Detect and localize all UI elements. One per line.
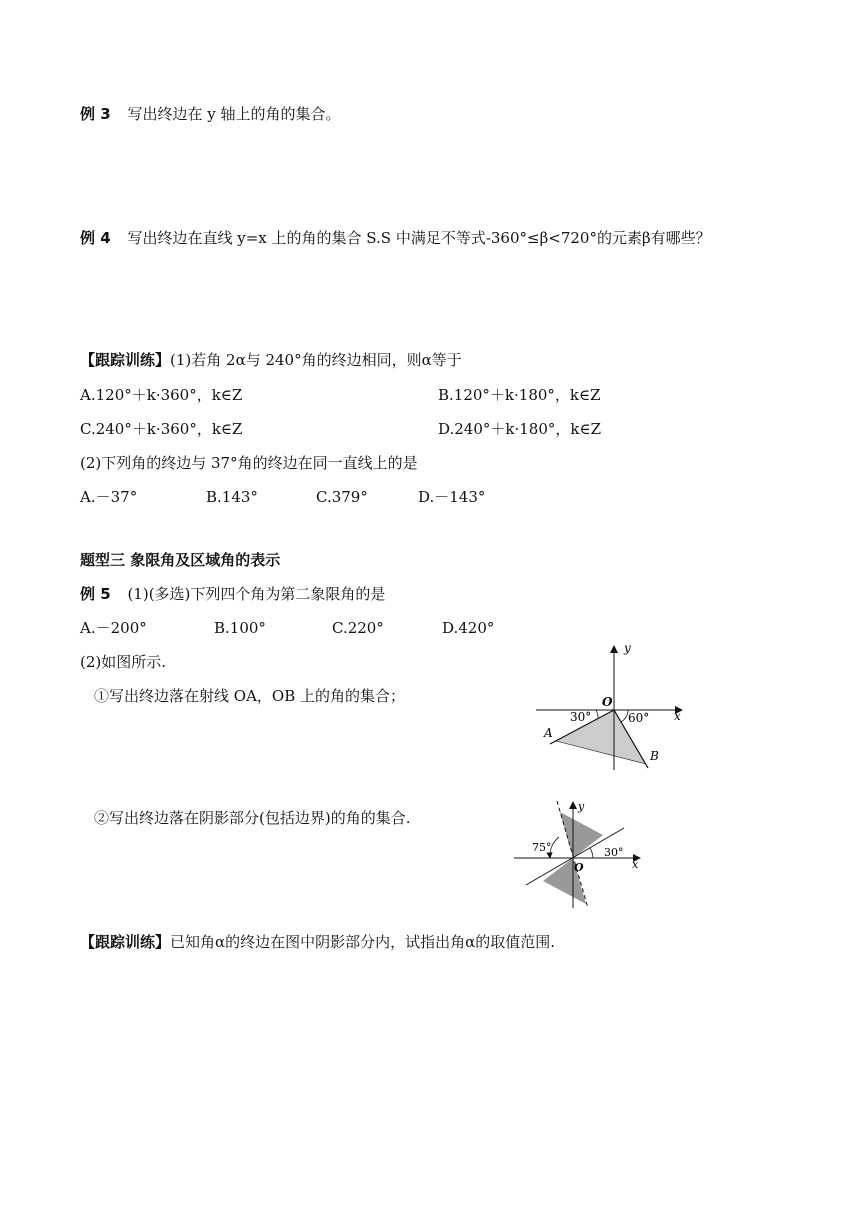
option-a: A.120°＋k·360°，k∈Z (80, 386, 243, 404)
example-4 (80, 228, 711, 248)
option-b: B.143° (206, 488, 258, 506)
x-label: x (632, 858, 639, 871)
practice-1-question-2: (2)下列角的终边与 37°角的终边在同一直线上的是 (80, 454, 418, 472)
option-a: A.－37° (80, 488, 138, 506)
angle-label-60: 60° (628, 711, 650, 725)
section-title: 题型三 象限角及区域角的表示 (80, 551, 281, 569)
example-label: 例 3 (80, 105, 111, 123)
question-text: 已知角α的终边在图中阴影部分内，试指出角α的取值范围. (170, 933, 556, 951)
example-5-question-1 (80, 584, 385, 604)
angle-arc-30 (596, 710, 598, 719)
angle-arc-30 (590, 848, 593, 858)
option-d: D.420° (442, 619, 495, 637)
option-c: C.240°＋k·360°，k∈Z (80, 420, 243, 438)
option-d: D.240°＋k·180°，k∈Z (438, 420, 601, 438)
example-label: 例 4 (80, 229, 111, 247)
option-a: A.－200° (80, 619, 147, 637)
origin-label: O (602, 695, 613, 709)
practice-1-question-1 (80, 350, 462, 370)
point-a-label: A (544, 726, 553, 740)
example-label: 例 5 (80, 585, 111, 603)
option-d: D.－143° (418, 488, 486, 506)
practice-2 (80, 932, 555, 952)
figure-shaded-region (514, 798, 644, 910)
example-5-question-2: (2)如图所示. (80, 653, 167, 671)
y-label: y (578, 800, 585, 813)
practice-label: 【跟踪训练】 (80, 933, 171, 951)
angle-label-30: 30° (570, 710, 592, 724)
option-b: B.120°＋k·180°，k∈Z (438, 386, 601, 404)
x-label: x (674, 709, 681, 723)
angle-arc-60 (621, 710, 628, 722)
y-label: y (624, 641, 631, 655)
angle-label-75: 75° (532, 841, 552, 854)
option-b: B.100° (214, 619, 266, 637)
question-text: (1)(多选)下列四个角为第二象限角的是 (127, 585, 386, 603)
sub-question-1: ①写出终边落在射线 OA，OB 上的角的集合； (94, 687, 405, 705)
option-c: C.220° (332, 619, 384, 637)
angle-label-30: 30° (604, 846, 624, 859)
example-3 (80, 104, 340, 124)
option-c: C.379° (316, 488, 368, 506)
example-text: 写出终边在 y 轴上的角的集合。 (127, 105, 341, 123)
example-text: 写出终边在直线 y=x 上的角的集合 S.S 中满足不等式-360°≤β<720°的元素β有哪些？ (127, 229, 711, 247)
question-text: (1)若角 2α与 240°角的终边相同，则α等于 (170, 351, 462, 369)
origin-label: O (574, 861, 584, 874)
point-b-label: B (650, 749, 659, 763)
sub-question-2: ②写出终边落在阴影部分(包括边界)的角的集合. (94, 809, 411, 827)
practice-label: 【跟踪训练】 (80, 351, 171, 369)
figure-rays-oa-ob (536, 640, 696, 775)
